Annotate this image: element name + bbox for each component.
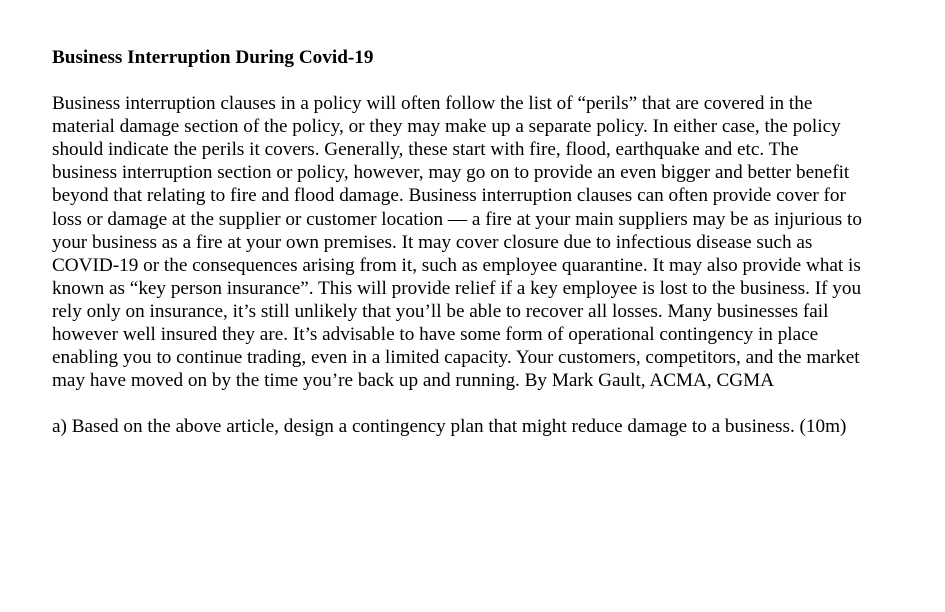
article-body: Business interruption clauses in a policy will often follow the list of “perils” that are covered in the material damage section of the policy, or they may make up a separate policy. In either case, the policy should indicate the perils it covers. Generally, these start with fire, flood, earthquake and etc. The business interruption section or policy, however, may go on to provide an even bigger and better benefit beyond that relating to fire and flood damage. Business interruption clauses can often provide cover for loss or damage at the supplier or customer location — a fire at your main suppliers may be as injurious to your business as a fire at your own premises. It may cover closure due to infectious disease such as COVID-19 or the consequences arising from it, such as employee quarantine. It may also provide what is known as “key person insurance”. This will provide relief if a key employee is lost to the business. If you rely only on insurance, it’s still unlikely that you’ll be able to recover all losses. Many businesses fail however well insured they are. It’s advisable to have some form of operational contingency in place enabling you to continue trading, even in a limited capacity. Your customers, competitors, and the market may have moved on by the time you’re back up and running. By Mark Gault, ACMA, CGMA [52, 93, 862, 392]
document [52, 46, 862, 438]
question-text: a) Based on the above article, design a contingency plan that might reduce damage to a business. (10m) [52, 416, 847, 438]
document-title: Business Interruption During Covid-19 [52, 47, 374, 68]
